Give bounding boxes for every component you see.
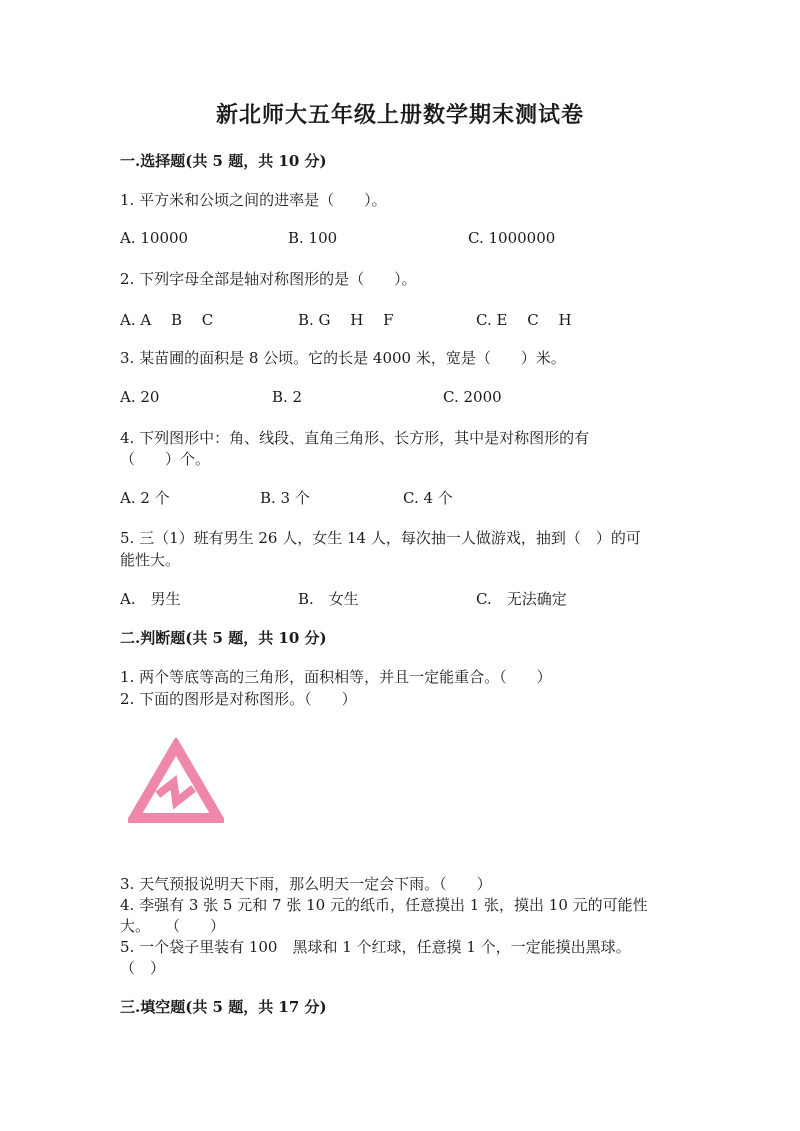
choice-q2-option-b: B. G H F: [298, 311, 394, 329]
judge-q5-line2: （ ）: [120, 959, 166, 977]
judge-q2: 2. 下面的图形是对称图形。（ ）: [120, 690, 357, 708]
choice-q2-option-a: A. A B C: [120, 311, 214, 329]
choice-q2-stem: 2. 下列字母全部是轴对称图形的是（ ）。: [120, 270, 417, 288]
choice-q4-option-a: A. 2 个: [120, 489, 170, 507]
judge-q1: 1. 两个等底等高的三角形，面积相等，并且一定能重合。（ ）: [120, 668, 552, 686]
choice-q5-option-a: A. 男生: [120, 590, 181, 608]
choice-q4-option-b: B. 3 个: [260, 489, 310, 507]
choice-q3-option-a: A. 20: [120, 388, 160, 406]
judge-q5-line1: 5. 一个袋子里装有 100 黑球和 1 个红球，任意摸 1 个，一定能摸出黑球。: [120, 938, 631, 956]
choice-q2-option-c: C. E C H: [476, 311, 572, 329]
section-heading-judge: 二.判断题(共 5 题，共 10 分): [120, 629, 327, 647]
choice-q1-option-b: B. 100: [288, 229, 338, 247]
page-title: 新北师大五年级上册数学期末测试卷: [215, 102, 584, 128]
judge-q4-line2: 大。 （ ）: [120, 917, 226, 935]
choice-q4-stem-line1: 4. 下列图形中：角、线段、直角三角形、长方形，其中是对称图形的有: [120, 429, 590, 447]
choice-q5-option-c: C. 无法确定: [476, 590, 567, 608]
judge-q4-line1: 4. 李强有 3 张 5 元和 7 张 10 元的纸币，任意摸出 1 张，摸出 10 元的可能性: [120, 896, 648, 914]
section-heading-choice: 一.选择题(共 5 题，共 10 分): [120, 152, 327, 170]
choice-q4-stem-line2: （ ）个。: [120, 450, 211, 468]
pink-triangle-sign-icon: [128, 738, 224, 828]
choice-q3-option-c: C. 2000: [443, 388, 502, 406]
section-heading-fill: 三.填空题(共 5 题，共 17 分): [120, 998, 327, 1016]
choice-q1-option-c: C. 1000000: [468, 229, 556, 247]
choice-q3-stem: 3. 某苗圃的面积是 8 公顷。它的长是 4000 米，宽是（ ）米。: [120, 349, 566, 367]
choice-q4-option-c: C. 4 个: [403, 489, 453, 507]
choice-q5-option-b: B. 女生: [298, 590, 359, 608]
choice-q1-option-a: A. 10000: [120, 229, 189, 247]
choice-q3-option-b: B. 2: [272, 388, 303, 406]
judge-q3: 3. 天气预报说明天下雨，那么明天一定会下雨。（ ）: [120, 875, 492, 893]
choice-q1-stem: 1. 平方米和公顷之间的进率是（ ）。: [120, 191, 387, 209]
choice-q5-stem-line1: 5. 三（1）班有男生 26 人，女生 14 人，每次抽一人做游戏，抽到（ ）的可: [120, 529, 641, 547]
choice-q5-stem-line2: 能性大。: [120, 551, 181, 569]
